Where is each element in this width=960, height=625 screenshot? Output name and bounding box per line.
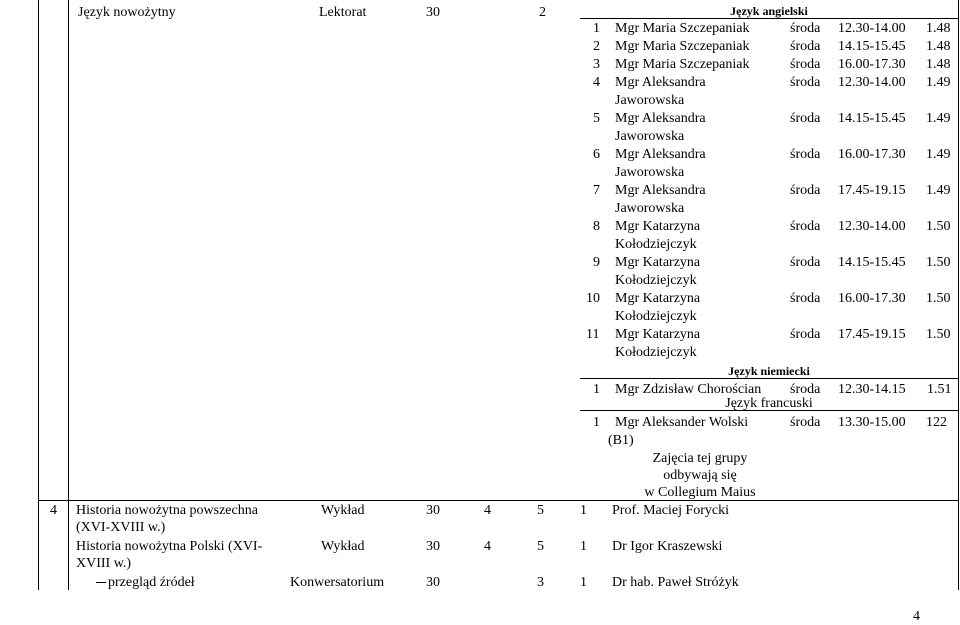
course-name: Język nowożytny	[78, 5, 176, 20]
english-group-no: 4	[593, 75, 600, 90]
history-general-name-l1: Historia nowożytna powszechna	[76, 503, 258, 518]
english-group-teacher-line2: Kołodziejczyk	[615, 237, 697, 252]
english-group-day: środa	[790, 147, 821, 162]
english-group-teacher: Mgr Maria Szczepaniak	[615, 39, 750, 54]
english-group-room: 1.49	[926, 111, 951, 126]
english-group-teacher: Mgr Katarzyna	[615, 291, 701, 306]
french-header: Język francuski	[725, 396, 813, 411]
english-group-time: 16.00-17.30	[838, 57, 906, 72]
english-group-time: 14.15-15.45	[838, 255, 906, 270]
english-group-teacher-line2: Kołodziejczyk	[615, 345, 697, 360]
english-group-teacher: Mgr Aleksandra	[615, 147, 706, 162]
row-rule-history-general	[38, 500, 958, 501]
english-group-day: środa	[790, 183, 821, 198]
english-group-teacher: Mgr Maria Szczepaniak	[615, 57, 750, 72]
english-group-no: 5	[593, 111, 600, 126]
sources-review-ects: 3	[537, 575, 544, 590]
history-general-name-l2: (XVI-XVIII w.)	[76, 520, 166, 535]
sources-review-name: przegląd źródeł	[108, 575, 195, 590]
german-group-time: 12.30-14.15	[838, 382, 906, 397]
english-group-no: 1	[593, 21, 600, 36]
french-group-time: 13.30-15.00	[838, 415, 906, 430]
history-poland-group: 1	[580, 539, 587, 554]
history-general-c1: 4	[484, 503, 491, 518]
english-group-teacher-line2: Jaworowska	[615, 93, 685, 108]
english-group-time: 17.45-19.15	[838, 327, 906, 342]
english-group-no: 9	[593, 255, 600, 270]
english-group-teacher: Mgr Katarzyna	[615, 219, 701, 234]
english-group-teacher: Mgr Aleksandra	[615, 111, 706, 126]
french-group-level: (B1)	[608, 433, 634, 448]
sources-review-dash	[96, 582, 106, 583]
english-group-day: środa	[790, 111, 821, 126]
english-group-teacher-line2: Jaworowska	[615, 165, 685, 180]
english-group-room: 1.48	[926, 57, 951, 72]
english-group-room: 1.50	[926, 255, 951, 270]
english-group-day: środa	[790, 291, 821, 306]
english-group-time: 12.30-14.00	[838, 219, 906, 234]
history-general-form: Wykład	[321, 503, 365, 518]
english-group-no: 11	[586, 327, 600, 342]
english-group-day: środa	[790, 219, 821, 234]
english-group-time: 14.15-15.45	[838, 111, 906, 126]
sources-review-teacher: Dr hab. Paweł Stróżyk	[612, 575, 739, 590]
french-group-room: 122	[926, 415, 947, 430]
english-group-no: 6	[593, 147, 600, 162]
english-group-room: 1.50	[926, 327, 951, 342]
german-group-no: 1	[593, 382, 600, 397]
history-general-group: 1	[580, 503, 587, 518]
english-group-teacher-line2: Kołodziejczyk	[615, 273, 697, 288]
english-group-no: 7	[593, 183, 600, 198]
french-group-day: środa	[790, 415, 821, 430]
english-group-day: środa	[790, 255, 821, 270]
english-group-teacher: Mgr Katarzyna	[615, 255, 701, 270]
english-group-teacher-line2: Kołodziejczyk	[615, 309, 697, 324]
english-group-no: 8	[593, 219, 600, 234]
history-poland-teacher: Dr Igor Kraszewski	[612, 539, 723, 554]
french-note-line3: w Collegium Maius	[644, 485, 756, 500]
english-group-time: 12.30-14.00	[838, 21, 906, 36]
history-general-teacher: Prof. Maciej Forycki	[612, 503, 730, 518]
history-poland-c1: 4	[484, 539, 491, 554]
german-group-room: 1.51	[927, 382, 952, 397]
english-group-no: 10	[586, 291, 600, 306]
english-group-teacher: Mgr Maria Szczepaniak	[615, 21, 750, 36]
english-group-time: 16.00-17.30	[838, 291, 906, 306]
english-header: Język angielski	[730, 4, 808, 18]
english-group-room: 1.48	[926, 21, 951, 36]
german-group-day: środa	[790, 382, 821, 397]
table-divider-col1	[68, 0, 69, 590]
french-note-line2: odbywają się	[663, 468, 737, 483]
history-general-hours: 30	[426, 503, 440, 518]
english-group-no: 2	[593, 39, 600, 54]
english-group-room: 1.50	[926, 219, 951, 234]
english-group-teacher-line2: Jaworowska	[615, 201, 685, 216]
english-group-room: 1.49	[926, 75, 951, 90]
english-group-day: środa	[790, 39, 821, 54]
sources-review-hours: 30	[426, 575, 440, 590]
history-poland-c2: 5	[537, 539, 544, 554]
english-group-teacher: Mgr Katarzyna	[615, 327, 701, 342]
english-group-room: 1.50	[926, 291, 951, 306]
sources-review-form: Konwersatorium	[290, 575, 385, 590]
english-group-time: 12.30-14.00	[838, 75, 906, 90]
history-general-no: 4	[50, 503, 57, 518]
history-poland-name-l1: Historia nowożytna Polski (XVI-	[76, 539, 263, 554]
english-group-room: 1.49	[926, 183, 951, 198]
english-group-teacher-line2: Jaworowska	[615, 129, 685, 144]
table-left-border	[38, 0, 39, 590]
english-group-day: środa	[790, 57, 821, 72]
course-ects: 2	[539, 5, 546, 20]
english-group-time: 17.45-19.15	[838, 183, 906, 198]
french-note-line1: Zajęcia tej grupy	[652, 451, 748, 466]
english-group-day: środa	[790, 75, 821, 90]
german-group-teacher: Mgr Zdzisław Chorościan	[615, 382, 762, 397]
table-right-border	[958, 0, 959, 590]
french-group-teacher: Mgr Aleksander Wolski	[615, 415, 749, 430]
german-header: Język niemiecki	[728, 364, 810, 378]
page-number: 4	[913, 609, 920, 624]
english-group-room: 1.49	[926, 147, 951, 162]
english-group-teacher: Mgr Aleksandra	[615, 183, 706, 198]
french-group-no: 1	[593, 415, 600, 430]
english-group-time: 14.15-15.45	[838, 39, 906, 54]
course-form: Lektorat	[319, 5, 367, 20]
history-poland-name-l2: XVIII w.)	[76, 556, 132, 571]
english-group-day: środa	[790, 327, 821, 342]
history-general-c2: 5	[537, 503, 544, 518]
sources-review-group: 1	[580, 575, 587, 590]
english-group-time: 16.00-17.30	[838, 147, 906, 162]
course-hours: 30	[426, 5, 440, 20]
english-group-no: 3	[593, 57, 600, 72]
english-group-teacher: Mgr Aleksandra	[615, 75, 706, 90]
history-poland-form: Wykład	[321, 539, 365, 554]
english-group-day: środa	[790, 21, 821, 36]
history-poland-hours: 30	[426, 539, 440, 554]
english-group-room: 1.48	[926, 39, 951, 54]
